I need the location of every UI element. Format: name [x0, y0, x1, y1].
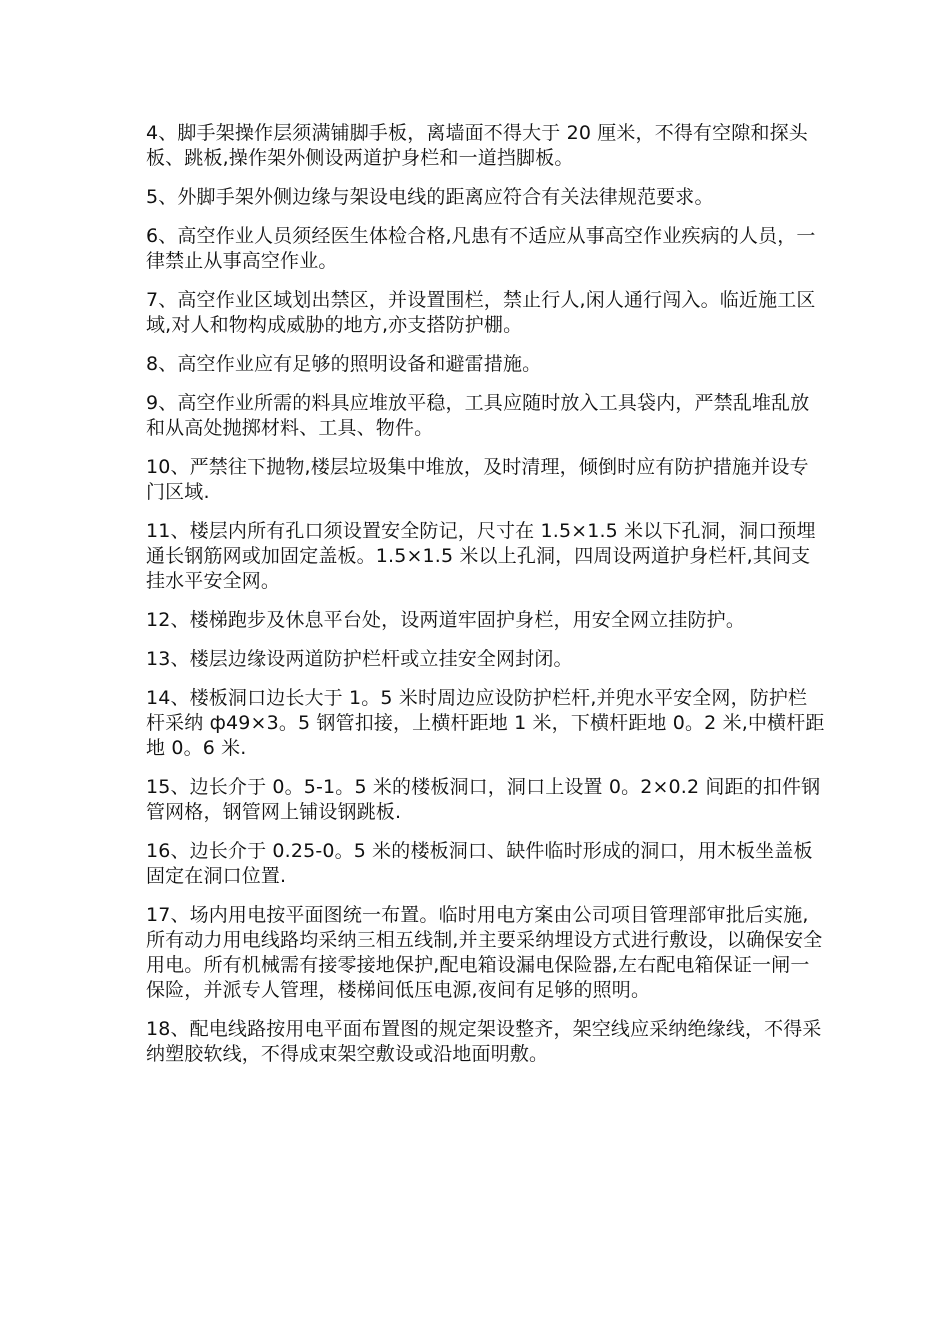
paragraph-12: 12、楼梯跑步及休息平台处，设两道牢固护身栏，用安全网立挂防护。	[146, 609, 745, 631]
paragraph-18: 18、配电线路按用电平面布置图的规定架设整齐，架空线应采纳绝缘线，不得采纳塑胶软线，不得成束架空敷设或沿地面明敷。	[146, 1018, 822, 1065]
paragraph-8: 8、高空作业应有足够的照明设备和避雷措施。	[146, 353, 542, 375]
paragraph-11: 11、楼层内所有孔口须设置安全防记，尺寸在 1.5×1.5 米以下孔洞，洞口预埋通长钢筋网或加固定盖板。1.5×1.5 米以上孔洞，四周设两道护身栏杆,其间支挂水平安全网。	[146, 520, 816, 592]
paragraph-4: 4、脚手架操作层须满铺脚手板，离墙面不得大于 20 厘米，不得有空隙和探头板、跳板,操作架外侧设两道护身栏和一道挡脚板。	[146, 122, 808, 169]
paragraph-16: 16、边长介于 0.25-0。5 米的楼板洞口、缺件临时形成的洞口，用木板坐盖板固定在洞口位置.	[146, 840, 813, 887]
paragraph-7: 7、高空作业区域划出禁区，并设置围栏，禁止行人,闲人通行闯入。临近施工区域,对人和物构成威胁的地方,亦支搭防护棚。	[146, 289, 816, 336]
paragraph-17: 17、场内用电按平面图统一布置。临时用电方案由公司项目管理部审批后实施,所有动力用电线路均采纳三相五线制,并主要采纳埋设方式进行敷设，以确保安全用电。所有机械需有接零接地保护,配电箱设漏电保险器,左右配电箱保证一闸一保险，并派专人管理，楼梯间低压电源,夜间有足够的照明。	[146, 904, 823, 1001]
paragraph-14: 14、楼板洞口边长大于 1。5 米时周边应设防护栏杆,并兜水平安全网，防护栏杆采纳 ф49×3。5 钢管扣接，上横杆距地 1 米，下横杆距地 0。2 米,中横杆距地 0。6 米.	[146, 687, 825, 759]
paragraph-10: 10、严禁往下抛物,楼层垃圾集中堆放，及时清理，倾倒时应有防护措施并设专门区域.	[146, 456, 809, 503]
paragraph-13: 13、楼层边缘设两道防护栏杆或立挂安全网封闭。	[146, 648, 573, 670]
document-body	[146, 121, 826, 1081]
paragraph-6: 6、高空作业人员须经医生体检合格,凡患有不适应从事高空作业疾病的人员，一律禁止从事高空作业。	[146, 225, 816, 272]
paragraph-15: 15、边长介于 0。5-1。5 米的楼板洞口，洞口上设置 0。2×0.2 间距的扣件钢管网格，钢管网上铺设钢跳板.	[146, 776, 821, 823]
paragraph-9: 9、高空作业所需的料具应堆放平稳，工具应随时放入工具袋内，严禁乱堆乱放和从高处抛掷材料、工具、物件。	[146, 392, 810, 439]
paragraph-5: 5、外脚手架外侧边缘与架设电线的距离应符合有关法律规范要求。	[146, 186, 714, 208]
